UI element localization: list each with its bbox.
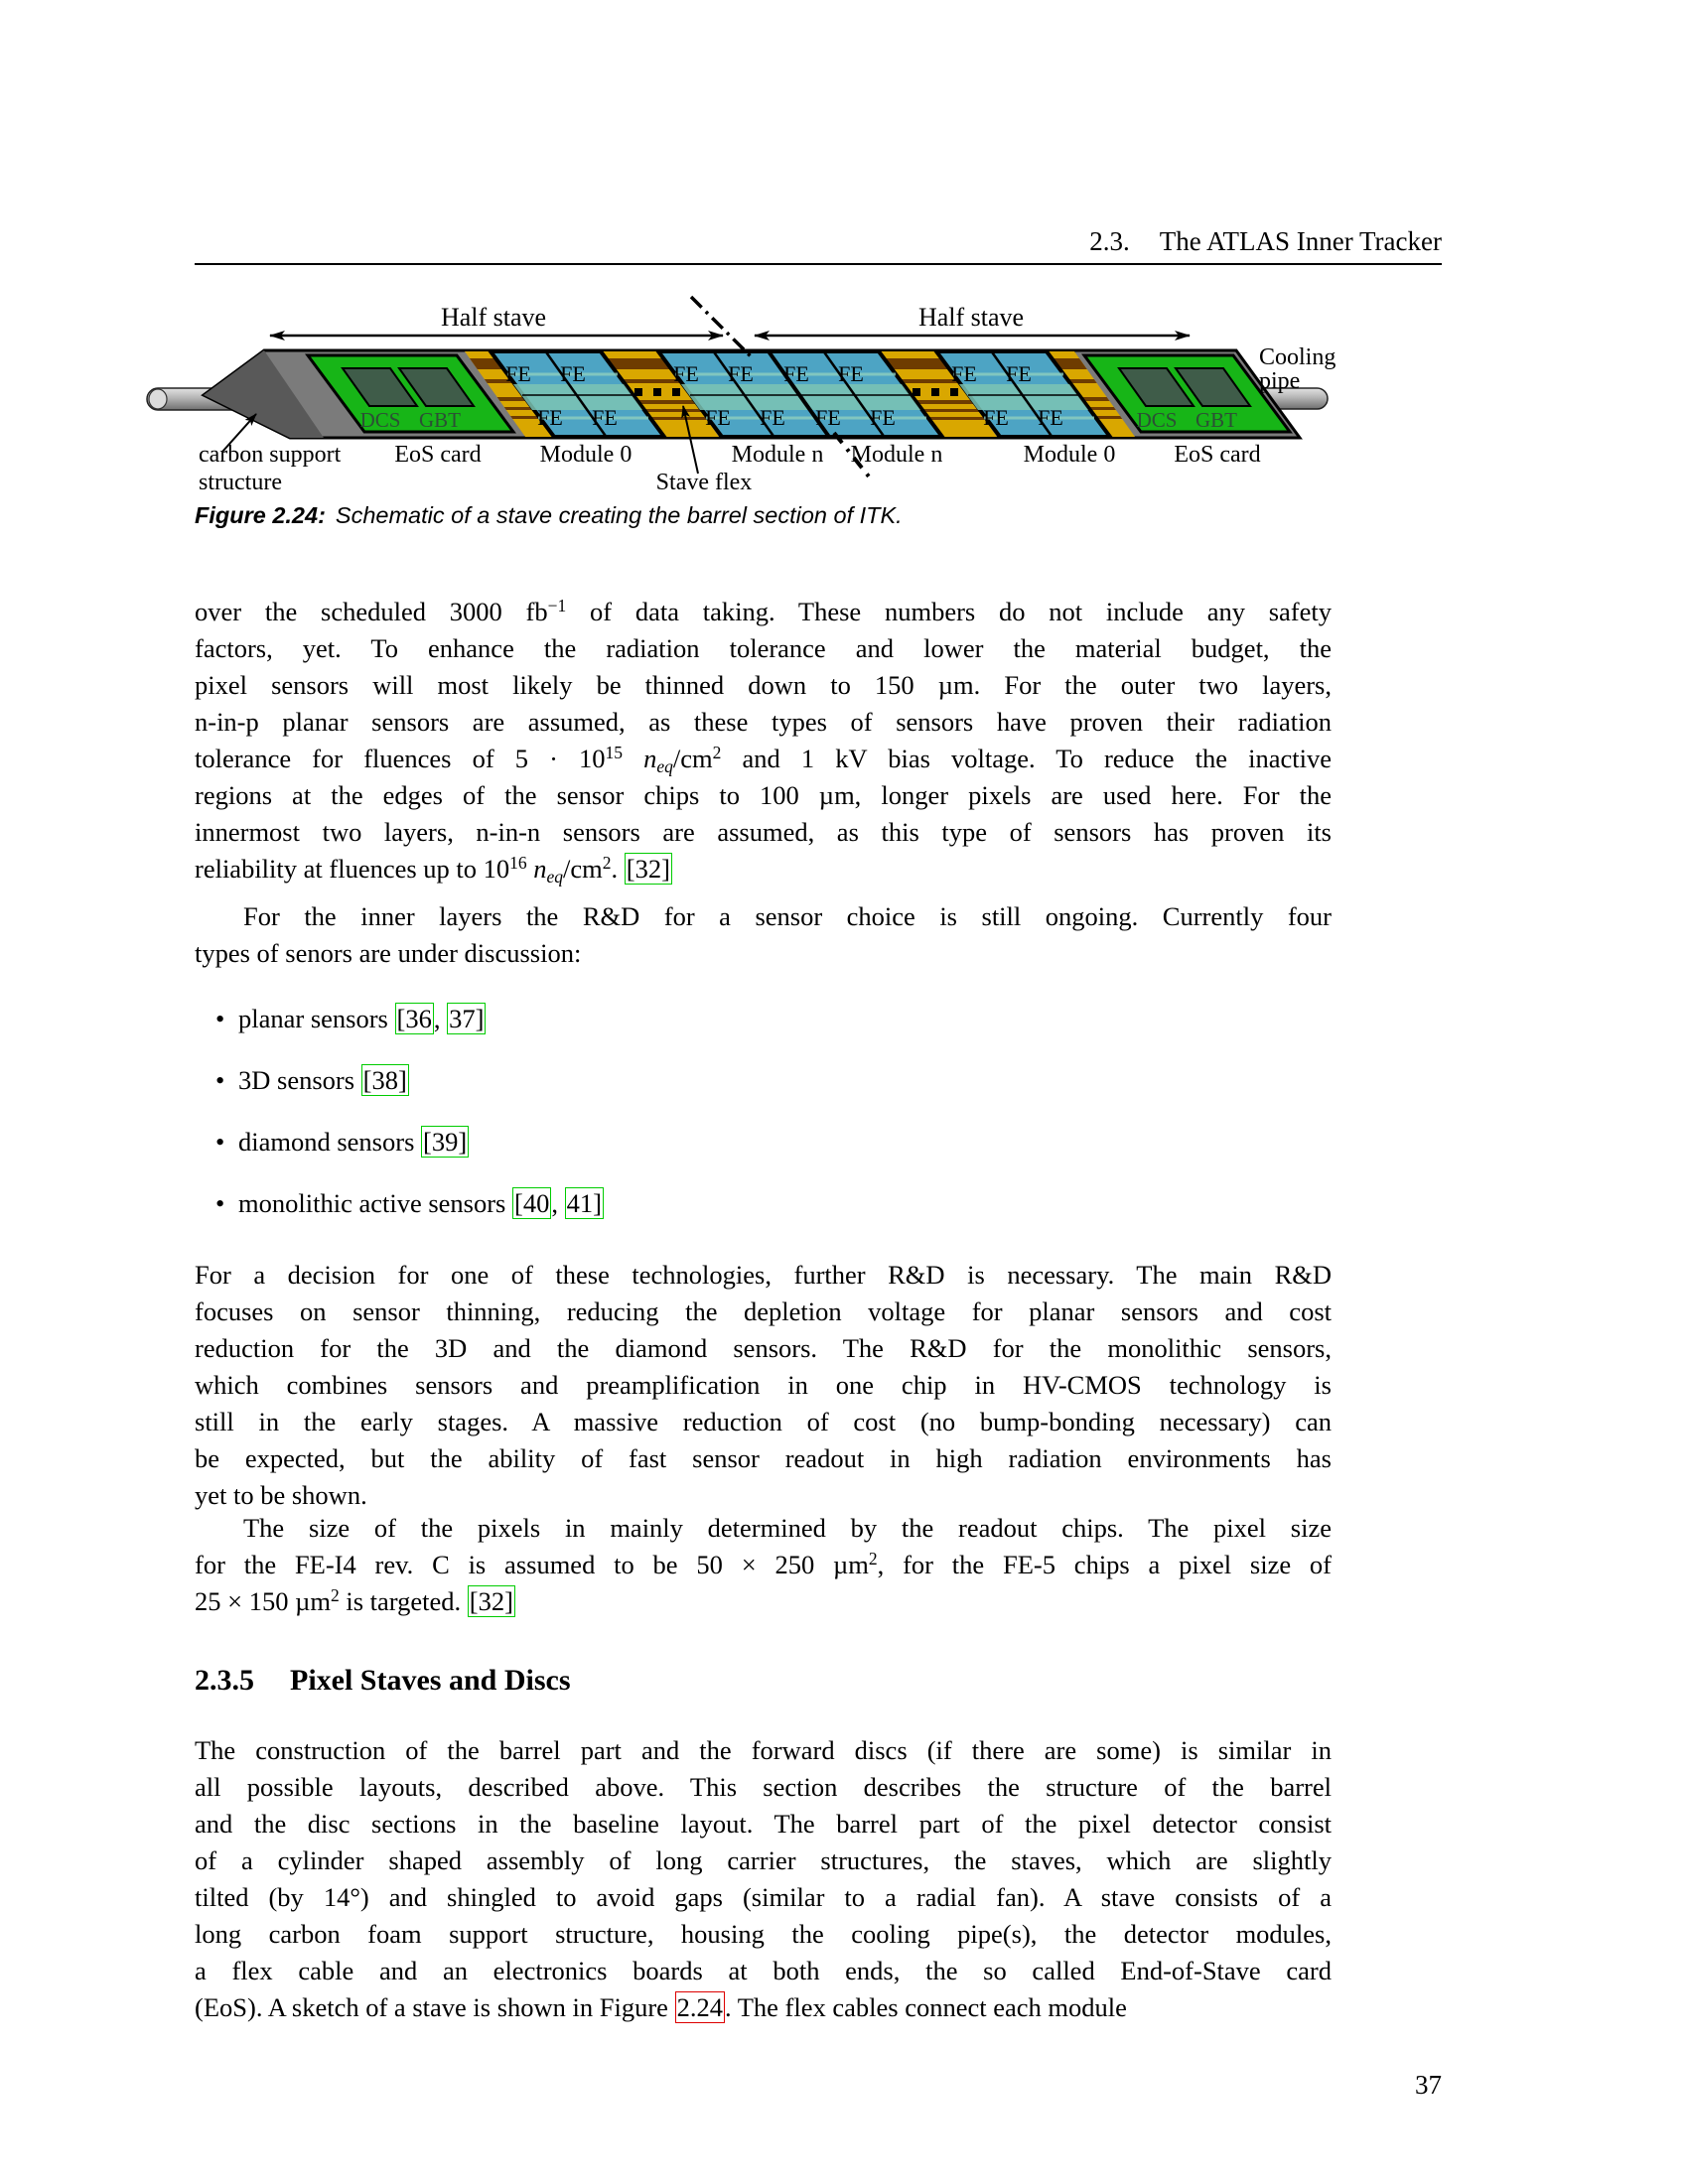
text-line: The size of the pixels in mainly determined by the readout chips. The pixel size (243, 1513, 1332, 1543)
header-section-number: 2.3. (1089, 226, 1130, 256)
superscript: 15 (605, 743, 624, 763)
citation-link[interactable]: [39] (423, 1127, 468, 1157)
text-line: tolerance for fluences of $5 \cdot 10^{15}$ neq/$cm^2$ and 1 kV bias voltage. To reduce the inactive (195, 743, 1333, 777)
text-line: of a cylinder shaped assembly of long carrier structures, the staves, which are slightly (195, 1845, 1332, 1875)
figure-caption-number: Figure 2.24: (195, 502, 326, 528)
half-stave-label-left: Half stave (440, 303, 547, 332)
section-heading (195, 1664, 571, 1698)
cooling-pipe-label-line2: pipe (1259, 368, 1301, 394)
text-line: still in the early stages. A massive reduction of cost (no bump-bonding necessary) can (195, 1407, 1332, 1436)
subscript: eq (656, 756, 673, 777)
text-line: The construction of the barrel part and the forward discs (if there are some) is similar in (195, 1735, 1332, 1765)
stave-flex-label: Stave flex (655, 470, 753, 495)
citation-link[interactable]: 41] (566, 1188, 602, 1218)
text-line: over the scheduled 3000 $fb^{-1}$ of data taking. These numbers do not include any safety (195, 596, 1333, 626)
cut-mark-top (691, 297, 751, 356)
text-line: (EoS). A sketch of a stave is shown in Figure 2.24. The flex cables connect each module (195, 1992, 1127, 2022)
text-line: For a decision for one of these technologies, further R&D is necessary. The main R&D (195, 1260, 1332, 1290)
module-n-label-right: Module n (850, 442, 943, 468)
bullet-icon: • (215, 1065, 225, 1095)
text-line: n-in-p planar sensors are assumed, as these types of sensors have proven their radiation (195, 707, 1332, 737)
citation-link[interactable]: [40 (514, 1188, 550, 1218)
text-line: 25 × 150 µm$^2$ is targeted. [32] (195, 1585, 513, 1616)
fe-chip-label: FE (983, 405, 1009, 430)
running-header (139, 226, 1442, 257)
figure-2-24 (139, 293, 1370, 506)
fe-chip-label: FE (951, 361, 977, 386)
text-line: all possible layouts, described above. This section describes the structure of the barrel (195, 1772, 1332, 1802)
fe-chip-label: FE (673, 361, 699, 386)
fe-chip-label: FE (1038, 405, 1063, 430)
eos-card-label-right: EoS card (1174, 442, 1261, 468)
superscript: 2 (712, 743, 722, 763)
text-line: tilted (by 14°) and shingled to avoid gaps (similar to a radial fan). A stave consists of a (195, 1882, 1332, 1912)
fe-chip-label: FE (728, 361, 754, 386)
list-item: • diamond sensors [39] (195, 1124, 1332, 1160)
citation-link[interactable]: [38] (362, 1065, 407, 1095)
paragraph (195, 898, 1332, 972)
superscript: 2 (868, 1549, 878, 1570)
text-line: and the disc sections in the baseline layout. The barrel part of the pixel detector consist (195, 1809, 1332, 1839)
text-line: regions at the edges of the sensor chips to 100 µm, longer pixels are used here. For the (195, 780, 1332, 810)
header-rule (195, 263, 1442, 265)
stave-schematic (139, 293, 1370, 506)
list-item: • monolithic active sensors [40, 41] (195, 1185, 1332, 1222)
fe-chip-label: FE (537, 405, 563, 430)
subscript: eq (546, 867, 564, 887)
fe-chip-label: FE (870, 405, 896, 430)
module-0-label-left: Module 0 (539, 442, 633, 468)
fe-chip-label: FE (592, 405, 618, 430)
cooling-pipe-left-cap (149, 389, 167, 409)
dcs-label: DCS (1136, 408, 1178, 432)
text-line: for the FE-I4 rev. C is assumed to be 50 × 250 µm$^2$, for the FE-5 chips a pixel size of (195, 1549, 1333, 1579)
half-stave-label-right: Half stave (917, 303, 1025, 332)
figure-caption-text: Schematic of a stave creating the barrel section of ITK. (335, 502, 903, 528)
citation-link[interactable]: [36 (396, 1004, 432, 1033)
bullet-icon: • (215, 1004, 225, 1033)
superscript: 2 (330, 1585, 340, 1606)
citation-link[interactable]: [32] (626, 854, 670, 884)
italic-text: n (643, 744, 657, 773)
fe-chip-label: FE (838, 361, 864, 386)
text-line: a flex cable and an electronics boards at both ends, the so called End-of-Stave card (195, 1956, 1332, 1985)
fe-chip-label: FE (505, 361, 531, 386)
citation-link[interactable]: [32] (469, 1586, 513, 1616)
fe-chip-label: FE (760, 405, 785, 430)
carbon-support-label-line2: structure (199, 470, 282, 495)
eos-card-label-left: EoS card (394, 442, 482, 468)
figure-caption (195, 502, 1332, 529)
text-line: be expected, but the ability of fast sensor readout in high radiation environments has (195, 1443, 1332, 1473)
gbt-label: GBT (1196, 408, 1237, 432)
text-line: pixel sensors will most likely be thinned down to 150 µm. For the outer two layers, (195, 670, 1332, 700)
text-line: For the inner layers the R&D for a sensor choice is still ongoing. Currently four (243, 901, 1332, 931)
italic-text: n (533, 854, 547, 884)
fe-chip-label: FE (1006, 361, 1032, 386)
text-line: yet to be shown. (195, 1480, 367, 1510)
bullet-icon: • (215, 1188, 225, 1218)
dcs-label: DCS (359, 408, 401, 432)
citation-link[interactable]: 37] (449, 1004, 485, 1033)
text-line: factors, yet. To enhance the radiation tolerance and lower the material budget, the (195, 633, 1332, 663)
fe-chip-label: FE (783, 361, 809, 386)
figure-ref-link[interactable]: 2.24 (676, 1992, 723, 2022)
text-line: types of senors are under discussion: (195, 938, 582, 968)
paragraph (195, 1510, 1332, 1620)
header-section-title: The ATLAS Inner Tracker (1159, 226, 1442, 256)
text-line: innermost two layers, n-in-n sensors are assumed, as this type of sensors has proven its (195, 817, 1332, 847)
fe-chip-label: FE (560, 361, 586, 386)
fe-chip-label: FE (815, 405, 841, 430)
superscript: −1 (547, 596, 567, 616)
sensor-types-list (195, 1001, 1332, 1247)
text-line: reliability at fluences up to $10^{16}$ neq/$cm^2$. [32] (195, 853, 670, 887)
text-line: long carbon foam support structure, housing the cooling pipe(s), the detector modules, (195, 1919, 1332, 1949)
list-item: • 3D sensors [38] (195, 1062, 1332, 1099)
module-n-label-left: Module n (731, 442, 824, 468)
cooling-pipe-label-line1: Cooling (1259, 344, 1336, 370)
paragraph (195, 1257, 1332, 1514)
bullet-icon: • (215, 1127, 225, 1157)
text-line: reduction for the 3D and the diamond sensors. The R&D for the monolithic sensors, (195, 1333, 1332, 1363)
paragraph (195, 1732, 1332, 2026)
page-number: 37 (1415, 2070, 1442, 2100)
section-number: 2.3.5 (195, 1664, 254, 1697)
fe-chip-label: FE (705, 405, 731, 430)
list-item: • planar sensors [36, 37] (195, 1001, 1332, 1037)
carbon-support-label-line1: carbon support (199, 442, 342, 468)
superscript: 2 (602, 853, 612, 874)
gbt-label: GBT (419, 408, 461, 432)
section-title: Pixel Staves and Discs (290, 1664, 571, 1697)
text-line: focuses on sensor thinning, reducing the depletion voltage for planar sensors and cost (195, 1297, 1332, 1326)
paragraph (195, 594, 1332, 887)
module-0-label-right: Module 0 (1023, 442, 1116, 468)
text-line: which combines sensors and preamplification in one chip in HV-CMOS technology is (195, 1370, 1332, 1400)
superscript: 16 (509, 853, 527, 874)
